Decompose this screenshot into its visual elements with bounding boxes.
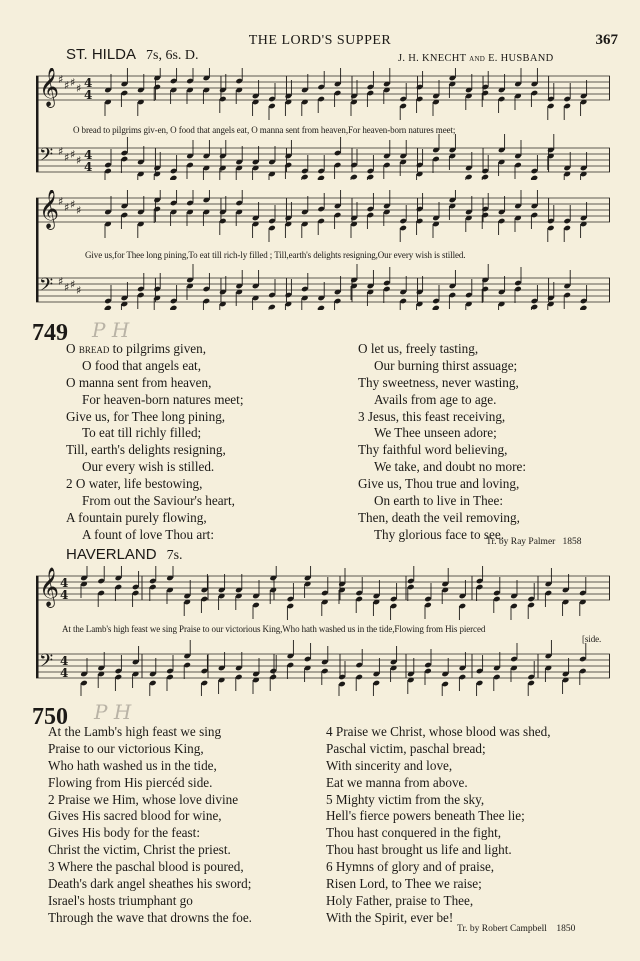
svg-text:4: 4	[60, 654, 69, 668]
verse-line: 2 Praise we Him, whose love divine	[48, 791, 239, 807]
svg-text:♯: ♯	[76, 204, 82, 217]
svg-text:4: 4	[60, 576, 69, 590]
tune-meter: 7s.	[166, 548, 183, 563]
verses-749-left	[66, 341, 244, 544]
music-notation	[36, 68, 610, 180]
verse-line: Our every wish is stilled.	[82, 459, 215, 475]
verse-line: 2 O water, life bestowing,	[66, 476, 203, 492]
svg-text:♯: ♯	[64, 151, 70, 164]
verse-line: Eat we manna from above.	[326, 774, 468, 790]
page-number: 367	[595, 32, 618, 48]
svg-text:4: 4	[60, 666, 69, 680]
handwritten-annotation: P H	[92, 318, 130, 342]
svg-text:𝄢: 𝄢	[39, 275, 54, 300]
svg-text:♯: ♯	[64, 201, 70, 214]
svg-text:𝄞: 𝄞	[39, 567, 60, 607]
verse-line: Then, death the veil removing,	[358, 509, 520, 525]
verse-line: With sincerity and love,	[326, 757, 453, 773]
svg-text:4: 4	[84, 88, 93, 102]
verse-line: 3 Jesus, this feast receiving,	[358, 408, 506, 424]
svg-text:𝄢: 𝄢	[39, 145, 54, 170]
verse-line: From out the Saviour's heart,	[82, 493, 235, 509]
svg-text:♯: ♯	[58, 145, 64, 158]
verse-line: 6 Hymns of glory and of praise,	[326, 859, 495, 875]
verse-line: Gives His sacred blood for wine,	[48, 808, 222, 824]
tune-name: ST. HILDA	[66, 46, 137, 63]
lyric-underlay-750-1: At the Lamb's high feast we sing Praise to our victorious King,Who hath washed us in the tide,Flowing from His pierced	[62, 624, 486, 634]
verse-line: Death's dark angel sheathes his sword;	[48, 876, 252, 892]
svg-text:♯: ♯	[76, 284, 82, 297]
verse-line: For heaven-born natures meet;	[82, 391, 244, 407]
svg-text:4: 4	[60, 588, 69, 602]
composer-credit: J. H. KNECHT and E. HUSBAND	[398, 53, 554, 64]
verse-line: Praise to our victorious King,	[48, 740, 204, 756]
translator: Tr. by Ray Palmer	[486, 537, 556, 547]
verse-line: 4 Praise we Christ, whose blood was shed,	[326, 724, 551, 739]
year: 1850	[556, 924, 576, 934]
svg-text:♯: ♯	[70, 76, 76, 89]
svg-text:♯: ♯	[70, 198, 76, 211]
verse-line: Thy faithful word believing,	[358, 442, 508, 458]
verse-line: Thou hast conquered in the fight,	[326, 825, 502, 841]
verse-line: Avails from age to age.	[374, 391, 497, 407]
svg-text:4: 4	[84, 148, 93, 162]
translator-credit-749	[486, 537, 581, 547]
verse-line: On earth to live in Thee:	[374, 493, 504, 509]
verse-line: With the Spirit, ever be!	[326, 909, 454, 925]
tune-name: HAVERLAND	[66, 546, 157, 563]
lyric-underlay-749-1: O bread to pilgrims giv-en, O food that angels eat, O manna sent from heaven,For heaven-born natures meet;	[73, 125, 456, 135]
verse-line: Israel's hosts triumphant go	[48, 892, 193, 908]
verse-line: Till, earth's delights resigning,	[66, 442, 226, 458]
svg-text:𝄢: 𝄢	[39, 651, 54, 676]
page-title: THE LORD'S SUPPER	[248, 33, 392, 48]
translator: Tr. by Robert Campbell	[457, 924, 547, 934]
tune-heading-st-hilda	[66, 46, 199, 64]
svg-text:♯: ♯	[64, 79, 70, 92]
verse-line: At the Lamb's high feast we sing	[48, 724, 222, 739]
svg-text:♯: ♯	[76, 82, 82, 95]
music-system-749-1	[36, 68, 610, 180]
year: 1858	[562, 537, 582, 547]
verse-line: Thou hast brought us life and light.	[326, 842, 512, 858]
svg-text:♯: ♯	[76, 154, 82, 167]
svg-text:♯: ♯	[58, 73, 64, 86]
svg-text:4: 4	[84, 160, 93, 174]
svg-text:4: 4	[84, 76, 93, 90]
verse-line: O let us, freely tasting,	[358, 341, 479, 356]
verse-line: Our burning thirst assuage;	[374, 357, 518, 373]
translator-credit-750	[457, 924, 575, 934]
verse-line: 5 Mighty victim from the sky,	[326, 791, 485, 807]
lyric-underlay-750-wrap: [side.	[582, 634, 602, 644]
svg-text:♯: ♯	[70, 148, 76, 161]
verse-line: Through the wave that drowns the foe.	[48, 909, 252, 925]
verse-line: Risen Lord, to Thee we raise;	[326, 876, 482, 892]
verse-line: We Thee unseen adore;	[374, 425, 497, 441]
verse-line: Thy glorious face to see.	[374, 526, 505, 542]
svg-text:𝄞: 𝄞	[39, 68, 60, 107]
tune-heading-haverland	[66, 546, 183, 564]
hymn-number: 749	[32, 320, 68, 346]
svg-text:♯: ♯	[58, 275, 64, 288]
hymn-number: 750	[32, 704, 68, 730]
verse-line: Who hath washed us in the tide,	[48, 757, 217, 773]
verse-line: A fountain purely flowing,	[66, 509, 207, 525]
handwritten-annotation: P H	[94, 700, 132, 724]
verse-line: Give us, for Thee long pining,	[66, 408, 226, 424]
verse-line: Give us, Thou true and loving,	[358, 476, 520, 492]
tune-meter: 7s, 6s. D.	[146, 48, 199, 63]
verse-line: Gives His body for the feast:	[48, 825, 200, 841]
verse-line: A fount of love Thou art:	[82, 526, 214, 542]
verse-line: 3 Where the paschal blood is poured,	[48, 859, 244, 875]
verses-749-right	[358, 341, 526, 544]
verse-line: O food that angels eat,	[82, 357, 202, 373]
svg-text:♯: ♯	[58, 195, 64, 208]
verse-line: Holy Father, praise to Thee,	[326, 892, 474, 908]
verse-line: O bread to pilgrims given,	[66, 341, 207, 356]
svg-text:𝄞: 𝄞	[39, 190, 60, 229]
verse-line: We take, and doubt no more:	[374, 459, 527, 475]
verse-line: Christ the victim, Christ the priest.	[48, 842, 231, 858]
verse-line: Thy sweetness, never wasting,	[358, 374, 519, 390]
verse-line: O manna sent from heaven,	[66, 374, 212, 390]
lyric-underlay-749-2: Give us,for Thee long pining,To eat till rich-ly filled ; Till,earth's delights resigning,Our every wish is stilled.	[85, 250, 466, 260]
svg-text:♯: ♯	[64, 281, 70, 294]
verses-750-left	[48, 724, 252, 927]
verse-line: To eat till richly filled;	[82, 425, 202, 441]
verses-750-right	[326, 724, 551, 927]
svg-text:♯: ♯	[70, 278, 76, 291]
verse-line: Hell's fierce powers beneath Thee lie;	[326, 808, 525, 824]
verse-line: Flowing from His piercéd side.	[48, 774, 213, 790]
verse-line: Paschal victim, paschal bread;	[326, 740, 486, 756]
